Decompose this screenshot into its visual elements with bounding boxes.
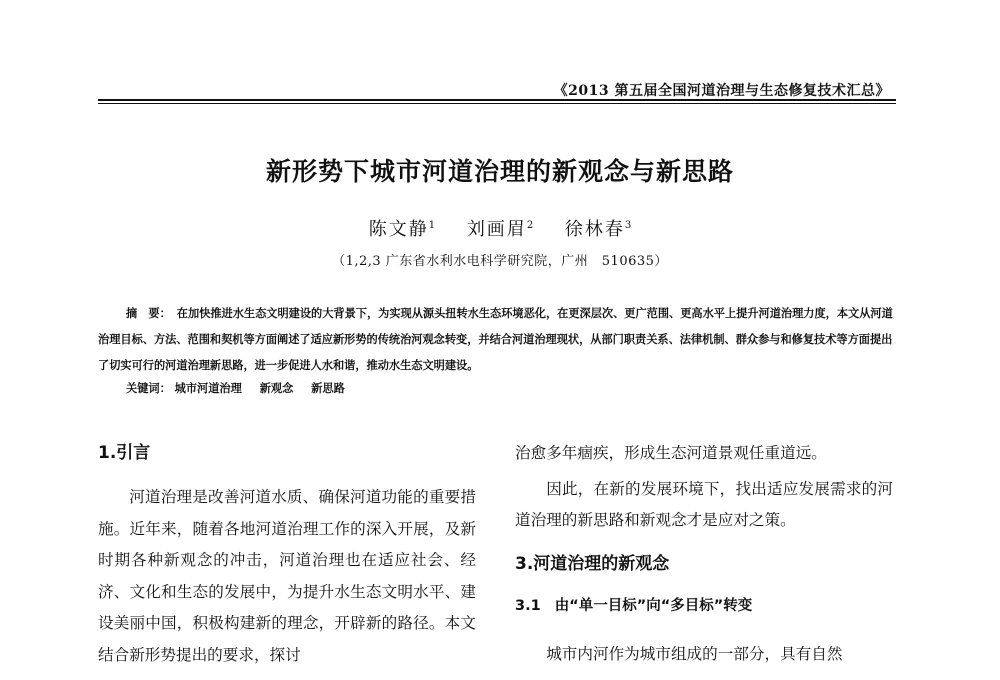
subsection-number: 3.1 <box>515 597 541 614</box>
journal-header: 《2013 第五届全国河道治理与生态修复技术汇总》 <box>553 83 890 99</box>
keywords <box>126 380 359 396</box>
section-heading-new-concepts: 3.河道治理的新观念 <box>515 553 670 574</box>
keyword: 新思路 <box>311 381 345 395</box>
subsection-paragraph: 城市内河作为城市组成的一部分，具有自然 <box>546 644 843 663</box>
conclusion-paragraph: 因此，在新的发展环境下，找出适应发展需求的河道治理的新思路和新观念才是应对之策。 <box>515 479 893 529</box>
right-column <box>515 438 893 670</box>
keywords-label: 关键词： <box>126 381 171 395</box>
author: 陈文静$^1$ <box>368 219 436 240</box>
abstract-text: 在加快推进水生态文明建设的大背景下，为实现从源头扭转水生态环境恶化，在更深层次、更广范围、更高水平上提升河道治理力度，本文从河道治理目标、方法、范围和契机等方面阐述了适应新形势的传统治河观念转变，并结合河道治理现状，从部门职责关系、法律机制、群众参与和修复技术等方面提出了切实可行的河道治理新思路，进一步促进人水和谐，推动水生态文明建设。 <box>98 306 893 372</box>
left-column <box>98 438 476 671</box>
abstract-label: 摘 要： <box>126 306 171 320</box>
abstract <box>98 300 896 378</box>
keyword: 新观念 <box>259 381 294 395</box>
affiliation: （1,2,3 广东省水利水电科学研究院，广州 510635） <box>332 254 668 269</box>
author-list <box>0 215 1000 241</box>
continued-paragraph: 治愈多年痼疾，形成生态河道景观任重道远。 <box>515 444 827 462</box>
section-heading-introduction: 1.引言 <box>98 443 151 463</box>
subsection-title: 由“单一目标”向“多目标”转变 <box>554 597 753 614</box>
keyword: 城市河道治理 <box>174 381 242 395</box>
paper-title: 新形势下城市河道治理的新观念与新思路 <box>265 157 734 186</box>
introduction-paragraph: 河道治理是改善河道水质、确保河道功能的重要措施。近年来，随着各地河道治理工作的深入开展，及新时期各种新观念的冲击，河道治理也在适应社会、经济、文化和生态的发展中，为提升水生态文明水平、建设美丽中国，积极构建新的理念，开辟新的路径。本文结合新形势提出的要求，探讨 <box>98 488 476 664</box>
subsection-heading <box>515 591 893 621</box>
author: 徐林春$^3$ <box>564 219 632 240</box>
author: 刘画眉$^2$ <box>466 219 534 240</box>
header-rule <box>98 99 896 104</box>
